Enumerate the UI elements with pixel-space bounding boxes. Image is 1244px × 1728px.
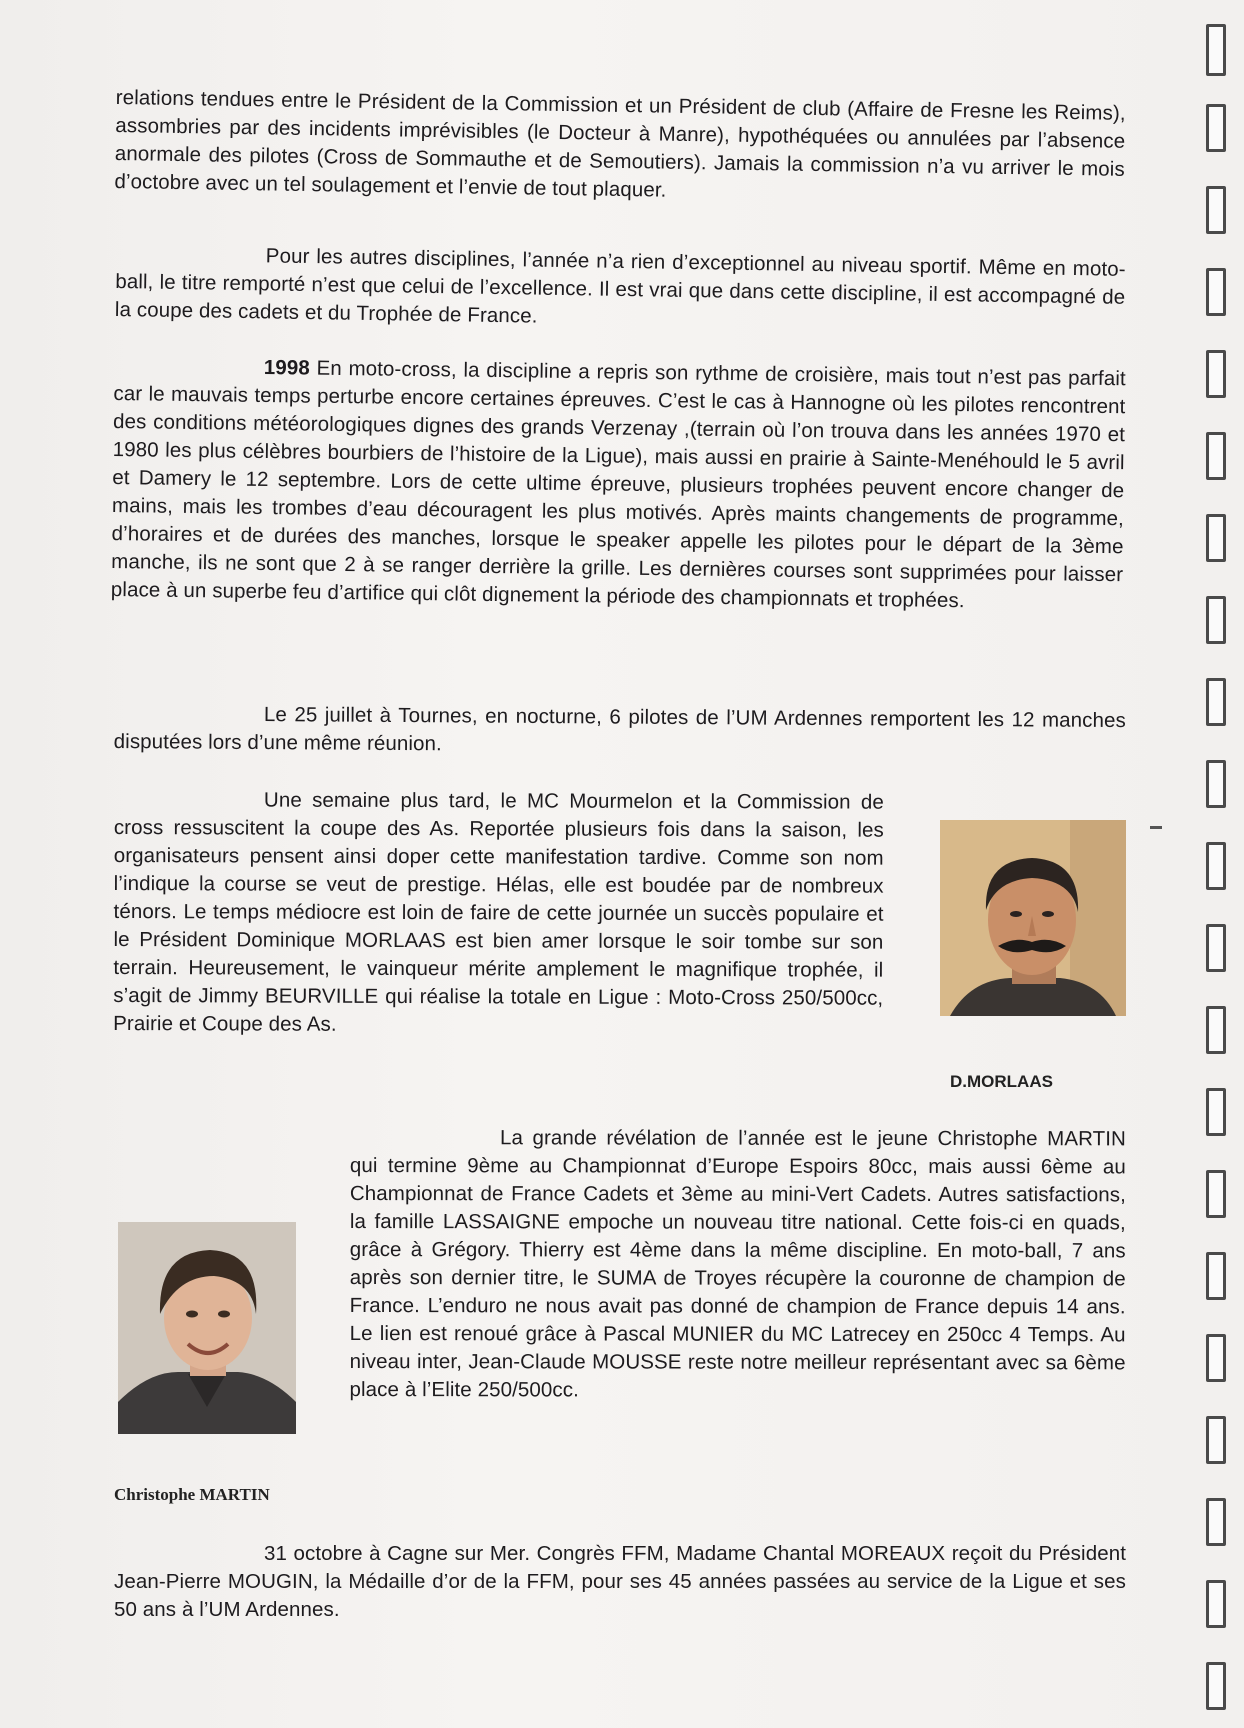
paragraph-4: [114, 700, 1126, 763]
binding-ring: [1206, 1416, 1226, 1464]
paragraph-3: [111, 352, 1126, 617]
paragraph-7: [114, 1540, 1126, 1624]
binding-ring: [1206, 268, 1226, 316]
binding-ring: [1206, 924, 1226, 972]
paragraph-5: [113, 786, 884, 1041]
binding-ring: [1206, 104, 1226, 152]
binding-ring: [1206, 1498, 1226, 1546]
paragraph-3-text: En moto-cross, la discipline a repris son rythme de croisière, mais tout n’est pas parfait car le mauvais temps perturbe encore certaines épreuves. C’est le cas à Hannogne où les pilotes rencontrent des conditions météorologiques dignes des grands Verzenay ,(terrain où l’on trouva dans les années 1970 et 1980 les plus célèbres bourbiers de l’histoire de la Ligue), mais aussi en prairie à Sainte-Menéhould le 5 avril et Damery le 12 septembre. Lors de cette ultime épreuve, plusieurs trophées peuvent encore changer de mains, mais les trombes d’eau découragent les plus motivés. Après maints changements de programme, d’horaires et de durées des manches, lorsque le speaker appelle les pilotes pour le départ de la 3ème manche, ils ne sont que 2 à se ranger derrière la grille. Les dernières courses sont supprimées pour laisser place à un superbe feu d’artifice qui clôt dignement la période des championnats et trophées.: [110, 356, 1126, 613]
photo-christophe-martin: [118, 1222, 296, 1434]
binding-ring: [1206, 1580, 1226, 1628]
binding-ring: [1206, 1334, 1226, 1382]
photo-morlaas: [940, 820, 1126, 1016]
binding-ring: [1206, 432, 1226, 480]
binding-ring: [1206, 1006, 1226, 1054]
paragraph-4-text: Le 25 juillet à Tournes, en nocturne, 6 pilotes de l’UM Ardennes remportent les 12 manches disputées lors d’une même réunion.: [113, 703, 1126, 756]
scan-mark: [1150, 826, 1162, 829]
binding-ring: [1206, 186, 1226, 234]
binding-ring: [1206, 24, 1226, 76]
binding-ring: [1206, 1662, 1226, 1710]
binding-ring: [1206, 514, 1226, 562]
binding-ring: [1206, 1252, 1226, 1300]
binding-ring: [1206, 1170, 1226, 1218]
binding-ring: [1206, 1088, 1226, 1136]
binding-ring: [1206, 350, 1226, 398]
portrait-man-mustache-icon: [940, 820, 1126, 1016]
binding-ring: [1206, 760, 1226, 808]
paragraph-2-text: Pour les autres disciplines, l’année n’a rien d’exceptionnel au niveau sportif. Même en moto-ball, le titre remporté n’est que celui de l’excellence. Il est vrai que dans cette discipline, il est accompagné de la coupe des cadets et du Trophée de France.: [114, 244, 1126, 328]
paragraph-1: [114, 84, 1126, 212]
paragraph-7-text: 31 octobre à Cagne sur Mer. Congrès FFM, Madame Chantal MOREAUX reçoit du Président Jean-Pierre MOUGIN, la Médaille d’or de la FFM, pour ses 45 années passées au service de la Ligue et ses 50 ans à l’UM Ardennes.: [114, 1542, 1126, 1621]
caption-morlaas: D.MORLAAS: [950, 1072, 1053, 1091]
paragraph-6-text: La grande révélation de l’année est le jeune Christophe MARTIN qui termine 9ème au Championnat d’Europe Espoirs 80cc, mais aussi 6ème au Championnat de France Cadets et 3ème au mini-Vert Cadets. Autres satisfactions, la famille LASSAIGNE empoche un nouveau titre national. Cette fois-ci en quads, grâce à Grégory. Thierry est 4ème dans la même discipline. En moto-ball, 7 ans après son dernier titre, le SUMA de Troyes récupère la couronne de champion de France. L’enduro ne nous avait pas donné de champion de France depuis 14 ans. Le lien est renoué grâce à Pascal MUNIER du MC Latrecey en 250cc 4 Temps. Au niveau inter, Jean-Claude MOUSSE reste notre meilleur représentant avec sa 6ème place à l’Elite 250/500cc.: [349, 1126, 1126, 1402]
paragraph-6: [350, 1124, 1126, 1405]
paragraph-2: [115, 240, 1126, 340]
binding-ring: [1206, 678, 1226, 726]
binding-ring: [1206, 596, 1226, 644]
binding-ring: [1206, 842, 1226, 890]
portrait-boy-icon: [118, 1222, 296, 1434]
year-1998: 1998: [263, 355, 310, 380]
paragraph-5-text: Une semaine plus tard, le MC Mourmelon et la Commission de cross ressuscitent la coupe des As. Reportée plusieurs fois dans la saison, les organisateurs pensent ainsi doper cette manifestation tardive. Comme son nom l’indique la course se veut de prestige. Hélas, elle est boudée par de nombreux ténors. Le temps médiocre est loin de faire de cette journée un succès populaire et le Président Dominique MORLAAS est bien amer lorsque le soir tombe sur son terrain. Heureusement, le vainqueur mérite amplement le magnifique trophée, il s’agit de Jimmy BEURVILLE qui réalise la totale en Ligue : Moto-Cross 250/500cc, Prairie et Coupe des As.: [113, 788, 884, 1036]
caption-christophe-martin: Christophe MARTIN: [114, 1485, 270, 1504]
paragraph-1-text: relations tendues entre le Président de la Commission et un Président de club (Affaire de Fresne les Reims), assombries par des incidents imprévisibles (le Docteur à Manre), hypothéquées ou annulées par l’absence anormale des pilotes (Cross de Sommauthe et de Semoutiers). Jamais la commission n’a vu arriver le mois d’octobre avec un tel soulagement et l’envie de tout plaquer.: [114, 85, 1126, 202]
